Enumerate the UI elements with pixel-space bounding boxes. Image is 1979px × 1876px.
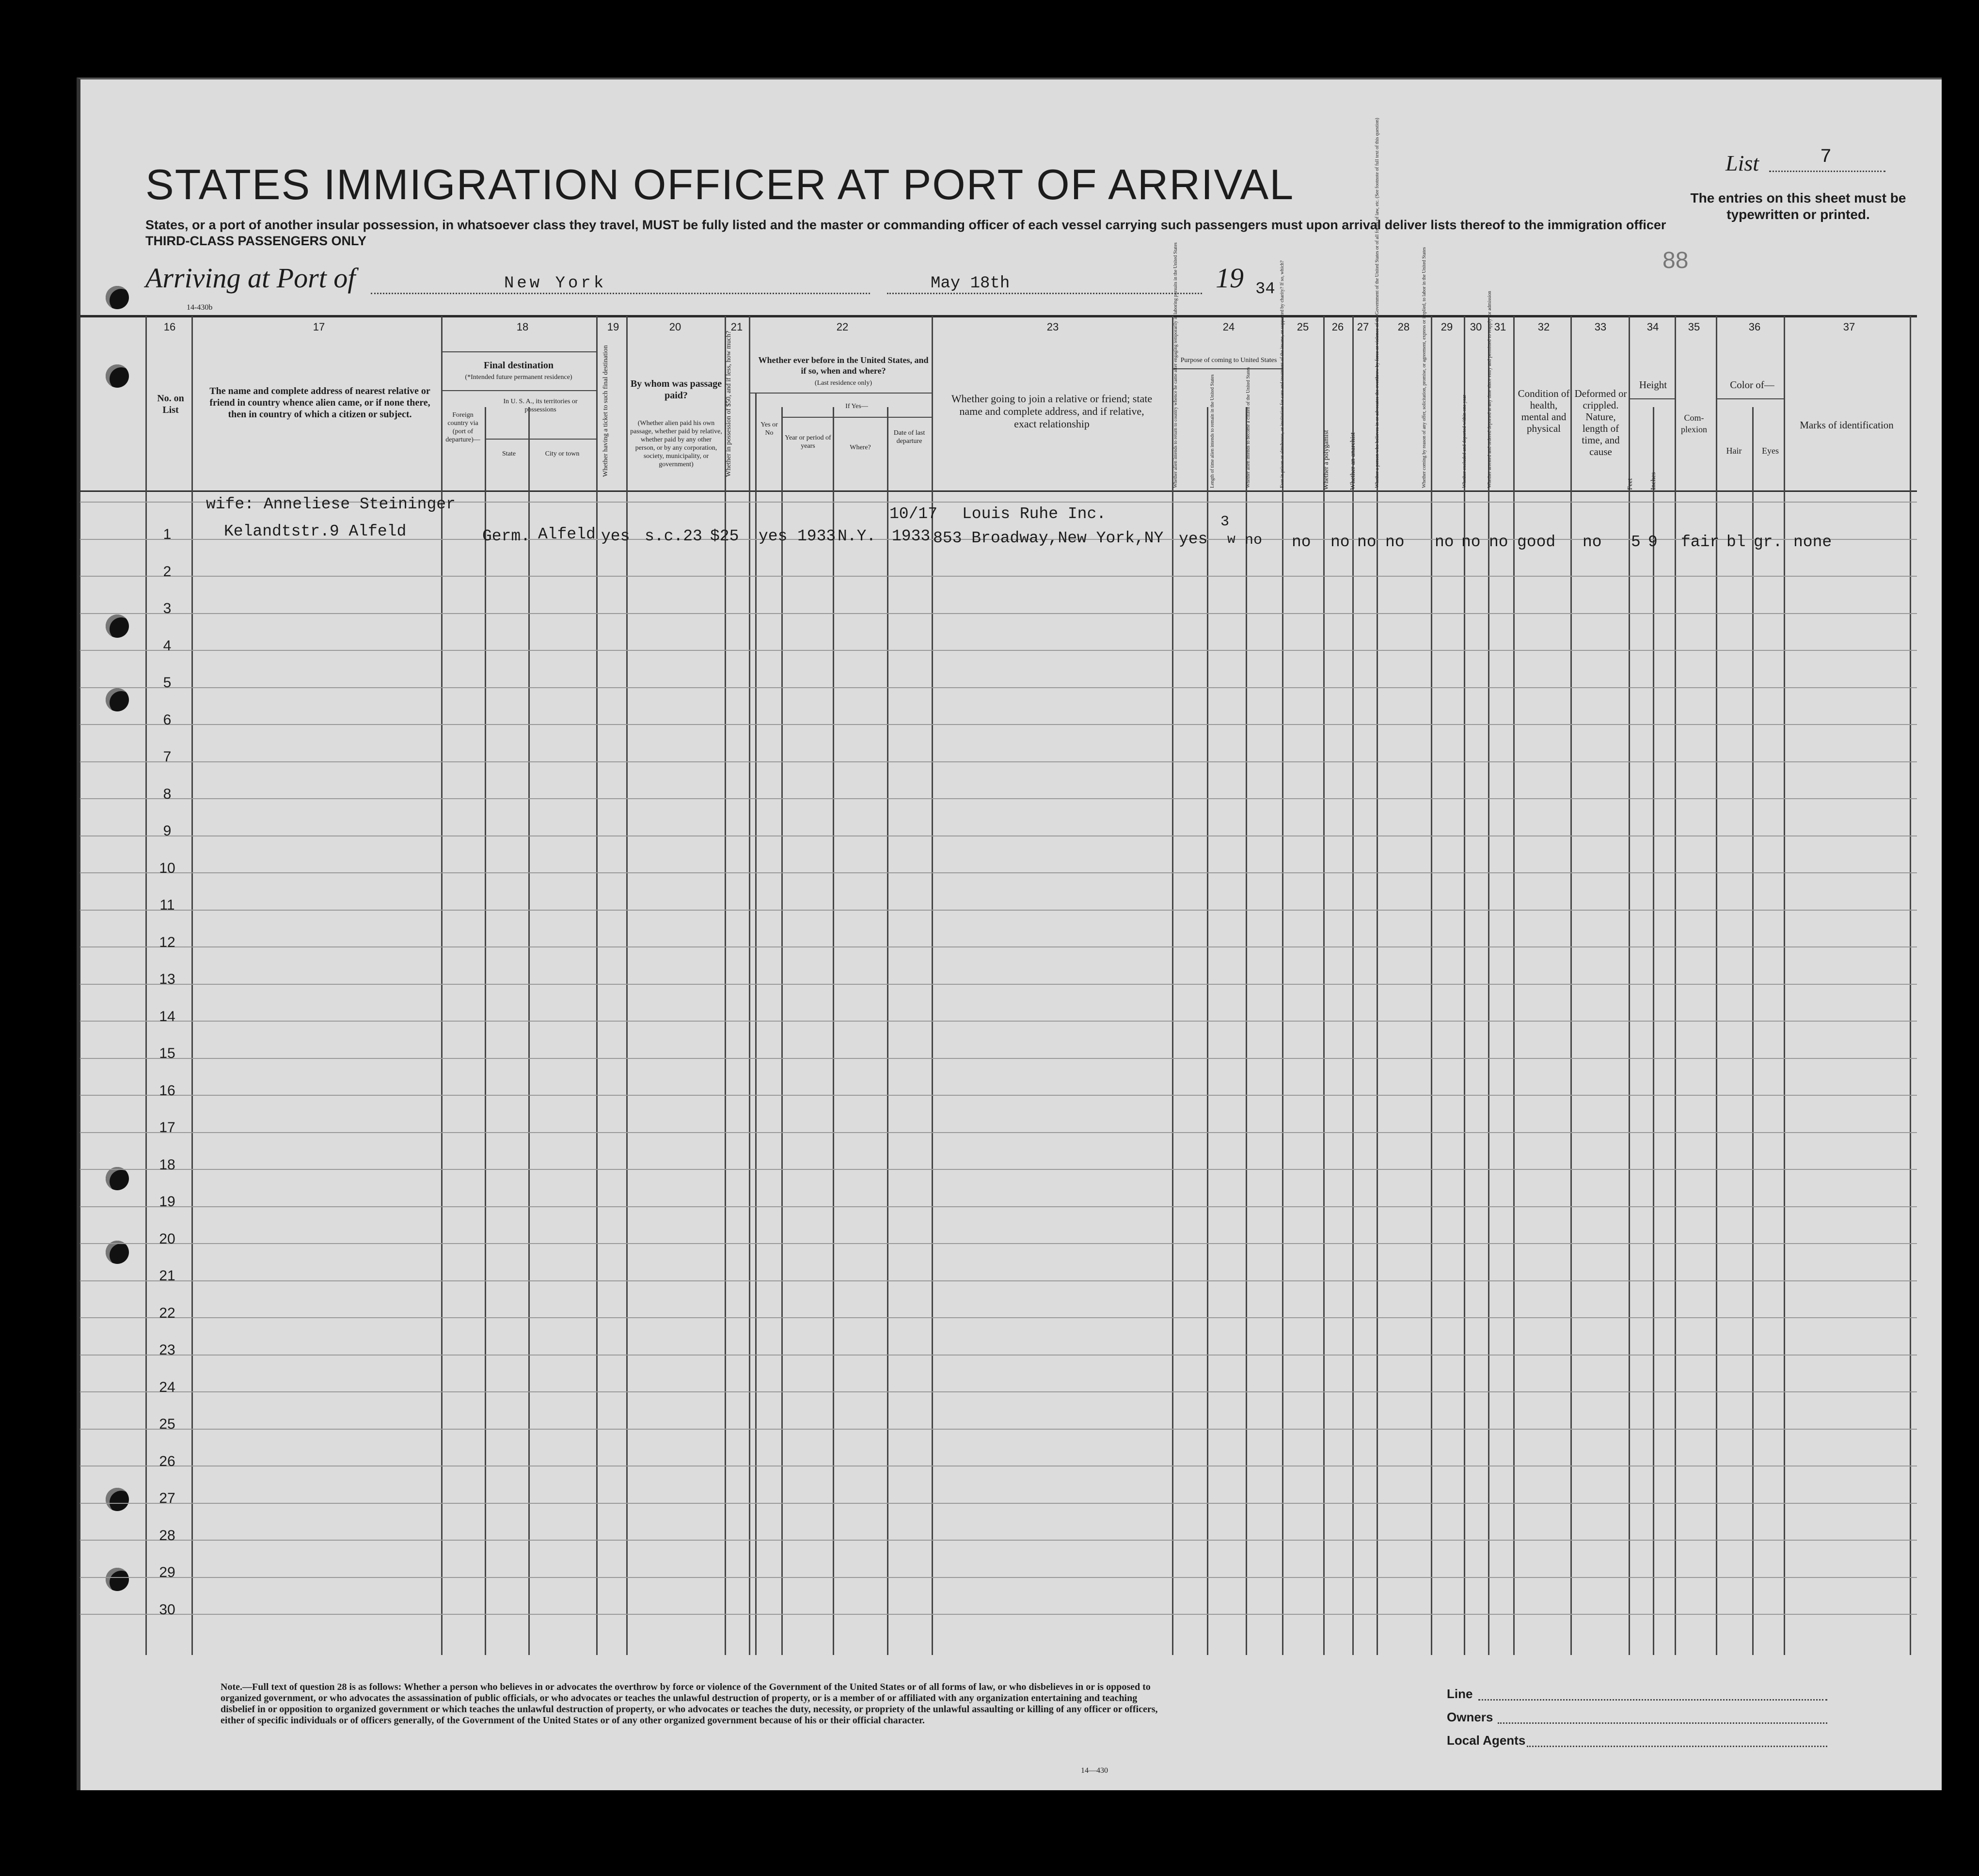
height-inches: 9 [1648,533,1658,551]
date-line [887,293,1202,294]
column-divider [1352,316,1354,1655]
col-number: 29 [1441,321,1453,333]
binder-hole-icon [106,364,129,388]
arrival-date: May 18th [931,274,1010,293]
row-number: 15 [159,1045,175,1061]
column-divider [1431,316,1432,1655]
column-divider [1752,407,1754,1655]
row-number: 6 [163,711,172,728]
table-top-rule [80,315,1917,317]
col-number: 25 [1297,321,1309,333]
foreign-country: Germ. [482,527,531,545]
binder-hole-icon [106,1488,129,1511]
row-rule [80,1058,1917,1059]
row-rule [80,687,1917,688]
agents-label: Local Agents [1447,1733,1526,1748]
line-label: Line [1447,1687,1473,1701]
column-divider [1716,316,1717,1655]
departure-date-top: 10/17 [889,505,938,523]
join-line1: Louis Ruhe Inc. [962,505,1107,523]
row-rule [80,1095,1917,1096]
col37-header: Marks of identification [1800,419,1894,431]
row-number: 8 [163,786,172,802]
row-number: 22 [159,1305,175,1321]
col18-state: State [502,450,516,457]
row-number: 5 [163,675,172,691]
row-number: 26 [159,1453,175,1469]
row-number: 9 [163,823,172,839]
row-rule [80,1206,1917,1207]
line-field [1478,1699,1827,1701]
subheader-rule [441,390,596,391]
col22-ifyes: If Yes— [845,403,868,410]
row-number: 25 [159,1416,175,1432]
relative-line1: wife: Anneliese Steininger [206,495,456,513]
column-divider [1377,316,1378,1655]
before-in-us: yes [759,527,788,545]
complexion-value: fair [1681,533,1720,551]
hair-value: bl [1726,533,1746,551]
col-number: 26 [1331,321,1344,333]
passage-paid: s.c.23 [645,527,702,545]
col22-title: Whether ever before in the United States, and if so, when and where? [758,355,929,376]
col-number: 19 [607,321,619,333]
year-suffix: 34 [1255,280,1275,299]
col-number: 22 [836,321,849,333]
column-divider [528,407,530,1655]
row-number: 18 [159,1156,175,1173]
c27-value: no [1357,533,1377,551]
col-number: 36 [1748,321,1761,333]
subheader-rule [1629,398,1675,399]
col20-title: By whom was passage paid? [630,378,722,401]
row-number: 17 [159,1119,175,1135]
col-number: 18 [516,321,529,333]
col25-header: Ever in prison or almshouse, or institution for care and treatment of the insane, or supported by charity? If so, which? [1280,260,1285,488]
arriving-label: Arriving at Port of [145,262,356,294]
column-divider [485,407,486,1655]
column-divider [1464,316,1465,1655]
row-rule [80,872,1917,873]
column-divider [1910,316,1911,1655]
row-rule [80,1540,1917,1541]
footer-form-number: 14—430 [1081,1766,1108,1775]
column-divider [596,316,598,1655]
col36-hair: Hair [1726,446,1742,456]
column-divider [1675,316,1676,1655]
row-rule [80,724,1917,725]
subheader-rule [781,417,932,418]
row-number: 27 [159,1490,175,1506]
column-divider [1629,316,1630,1655]
row-number: 30 [159,1601,175,1618]
binder-hole-icon [106,286,129,309]
list-label: List [1726,151,1759,175]
year-prefix: 19 [1216,262,1244,294]
col18-note: (*Intended future permanent residence) [465,374,572,381]
col24-title: Purpose of coming to United States [1180,357,1277,364]
column-divider [725,316,726,1655]
row-rule [80,946,1917,947]
binder-hole-icon [106,1167,129,1190]
col26-header: Whether a polygamist [1323,430,1330,490]
row-number: 4 [163,637,172,654]
col-number: 20 [669,321,681,333]
col32-header: Condition of health, mental and physical [1518,388,1570,434]
column-divider [191,316,193,1655]
col22-year: Year or period of years [785,434,831,450]
join-line2: 853 Broadway,New York,NY [933,529,1164,547]
c28-value: no [1385,533,1405,551]
col23-header: Whether going to join a relative or friend; state name and complete address, and if relative, exact relationship [951,393,1153,430]
col34-inches: Inches [1650,472,1657,490]
row-rule [80,1317,1917,1318]
row-rule [80,1355,1917,1356]
row-number: 12 [159,934,175,950]
row-rule [80,1021,1917,1022]
col20-note: (Whether alien paid his own passage, whether paid by relative, whether paid by any other person, or by any corporation, society, municipality, or government) [630,420,722,468]
row-rule [80,1577,1917,1578]
eyes-value: gr. [1754,533,1783,551]
class-line: THIRD-CLASS PASSENGERS ONLY [145,234,367,248]
list-number: 7 [1820,146,1832,168]
row-rule [80,613,1917,614]
col31-header: Whether arrested and ordered deported at any time since entry and permitted to reapply for admission [1487,291,1492,488]
col-number: 16 [163,321,176,333]
subheader-rule [749,393,932,394]
col34-feet: Feet [1627,478,1634,490]
col22-where: Where? [850,444,871,451]
row-number: 24 [159,1379,175,1395]
col18-title: Final destination [484,360,554,371]
height-feet: 5 [1631,533,1641,551]
col-number: 23 [1046,321,1059,333]
col-number: 30 [1470,321,1482,333]
col35-header: Com-plexion [1681,413,1707,434]
subheader-rule [485,439,596,440]
row-rule [80,761,1917,762]
footnote: Note.—Full text of question 28 is as follows: Whether a person who believes in or advocates the overthrow by force or violence of the Government of the United States or of all forms of law, or who disbelieves in or is opposed to organized government, or who advocates the assassination of public officials, or who advocates or teaches the unlawful destruction of property, or is a member of or affiliated with any organization entertaining and teaching disbelief in or opposition to organized government or which teaches the unlawful destruction of property, or who advocates or teaches the duty, necessity, or propriety of the unlawful assaulting or killing of any officer or officers, either of specific individuals or of officers generally, of the Government of the United States or of any other organized government because of his or their official character. [221,1682,1158,1726]
row-rule [80,576,1917,577]
col18-usa: In U. S. A., its territories or possessions [503,398,578,413]
column-divider [1513,316,1515,1655]
binder-hole-icon [106,688,129,711]
col-number: 17 [313,321,325,333]
col-number: 33 [1594,321,1607,333]
column-divider [1172,316,1173,1655]
col-number: 21 [730,321,743,333]
col34-header: Height [1639,379,1667,391]
column-divider [887,407,888,1655]
row-rule [80,1280,1917,1281]
col24-c: Whether alien intends to become a citizen of the United States [1246,367,1251,488]
subheader-rule [1716,398,1784,399]
col22-date: Date of last departure [893,429,925,445]
deformed-value: no [1583,533,1602,551]
agents-field [1527,1746,1827,1747]
list-line [1769,171,1885,172]
col18-city: City or town [545,450,580,457]
column-divider [1570,316,1572,1655]
row-number: 29 [159,1564,175,1580]
col-number: 28 [1397,321,1410,333]
col-number: 31 [1494,321,1506,333]
row-rule [80,1614,1917,1615]
departure-date-bottom: 1933 [892,527,931,545]
owners-label: Owners [1447,1710,1493,1724]
row-number: 1 [163,526,172,542]
column-divider [1207,407,1208,1655]
entries-note: The entries on this sheet must be typewritten or printed. [1690,190,1906,222]
stamp-number: 88 [1662,248,1689,273]
row-number: 21 [159,1268,175,1284]
port-line [371,293,870,294]
row-rule [80,650,1917,651]
row-number: 19 [159,1194,175,1210]
relative-line2: Kelandtstr.9 Alfeld [224,522,407,540]
form-number: 14-430b [187,303,213,312]
col16-header: No. on List [157,393,184,415]
row-number: 14 [159,1008,175,1025]
row-number: 11 [159,897,175,913]
row-rule [80,1429,1917,1430]
purpose-a: yes [1179,530,1208,548]
col18-foreign: Foreign country via (port of departure)— [445,411,480,443]
col29-header: Whether coming by reason of any offer, solicitation, promise, or agreement, express or implied, to labor in the United States [1422,247,1427,488]
column-divider [1246,407,1247,1655]
column-divider [1653,407,1654,1655]
row-number: 7 [163,749,172,765]
column-divider [1784,316,1785,1655]
col21-header: Whether in possession of $50, and if less, how much? [725,331,732,477]
city: Alfeld [538,525,596,543]
c26-value: no [1330,533,1350,551]
year-in-us: 1933 [797,527,836,545]
row-rule [80,1391,1917,1392]
column-divider [833,407,834,1655]
col30-header: Whether excluded and deported within one year [1462,394,1467,488]
col19-header: Whether having a ticket to such final destination [602,345,609,477]
col24-b: Length of time alien intends to remain in the United States [1210,374,1215,488]
row-rule [80,910,1917,911]
row-number: 13 [159,971,175,987]
row-number: 28 [159,1527,175,1544]
purpose-c: no [1245,532,1263,549]
column-divider [749,316,750,1655]
document-title: STATES IMMIGRATION OFFICER AT PORT OF ARRIVAL [145,160,1295,208]
subheader-rule [441,351,596,352]
ticket: yes [601,527,630,545]
binder-hole-icon [106,615,129,638]
col36-eyes: Eyes [1762,446,1779,456]
col-number: 37 [1843,321,1855,333]
c25-value: no [1292,533,1311,551]
row-number: 23 [159,1342,175,1358]
binder-hole-icon [106,1241,129,1264]
col-number: 35 [1688,321,1700,333]
subtitle-text: States, or a port of another insular possession, in whatsoever class they travel, MUST be fully listed and the master or commanding officer of each vessel carrying such passengers must upon arrival deliver lists thereof to the immigration officer [145,218,1666,232]
c30-value: no [1461,533,1481,551]
col33-header: Deformed or crippled. Nature, length of time, and cause [1574,388,1627,457]
row-rule [80,798,1917,799]
money: $25 [710,527,739,545]
column-divider [1488,316,1489,1655]
column-divider [1323,316,1325,1655]
col27-header: Whether an anarchist [1349,432,1357,490]
row-rule [80,1169,1917,1170]
col17-header: The name and complete address of nearest relative or friend in country whence alien came, or if none there, then in country of which a citizen or subject. [209,386,430,420]
col36-header: Color of— [1730,379,1774,391]
manifest-sheet [77,78,1942,1790]
document-subtitle [145,217,1666,249]
col24-a [1173,391,1179,488]
col-number: 34 [1647,321,1659,333]
c31-value: no [1489,533,1508,551]
purpose-b-top: 3 [1220,514,1230,530]
row-rule [80,1132,1917,1133]
row-number: 2 [163,563,172,580]
row-number: 20 [159,1230,175,1247]
col-number: 32 [1537,321,1550,333]
row-number: 10 [159,860,175,876]
c29-value: no [1435,533,1454,551]
col28-header [1375,367,1380,488]
subheader-rule [1172,368,1282,369]
col-number: 27 [1357,321,1369,333]
where-in-us: N.Y. [838,527,876,545]
row-number: 16 [159,1082,175,1099]
row-number: 3 [163,600,172,616]
header-bottom-rule [80,490,1917,492]
column-divider [626,316,628,1655]
row-rule [80,984,1917,985]
row-rule [80,1243,1917,1244]
column-divider [441,316,443,1655]
col22-yesno: Yes or No [760,421,778,437]
purpose-b: w [1227,532,1235,547]
column-divider [781,407,783,1655]
col-number: 24 [1222,321,1235,333]
owners-field [1498,1722,1827,1724]
arrival-port: New York [504,274,607,293]
row-rule [80,1503,1917,1504]
marks-value: none [1793,533,1832,551]
health-value: good [1517,533,1556,551]
col22-note: (Last residence only) [814,379,872,387]
binder-hole-icon [106,1568,129,1591]
